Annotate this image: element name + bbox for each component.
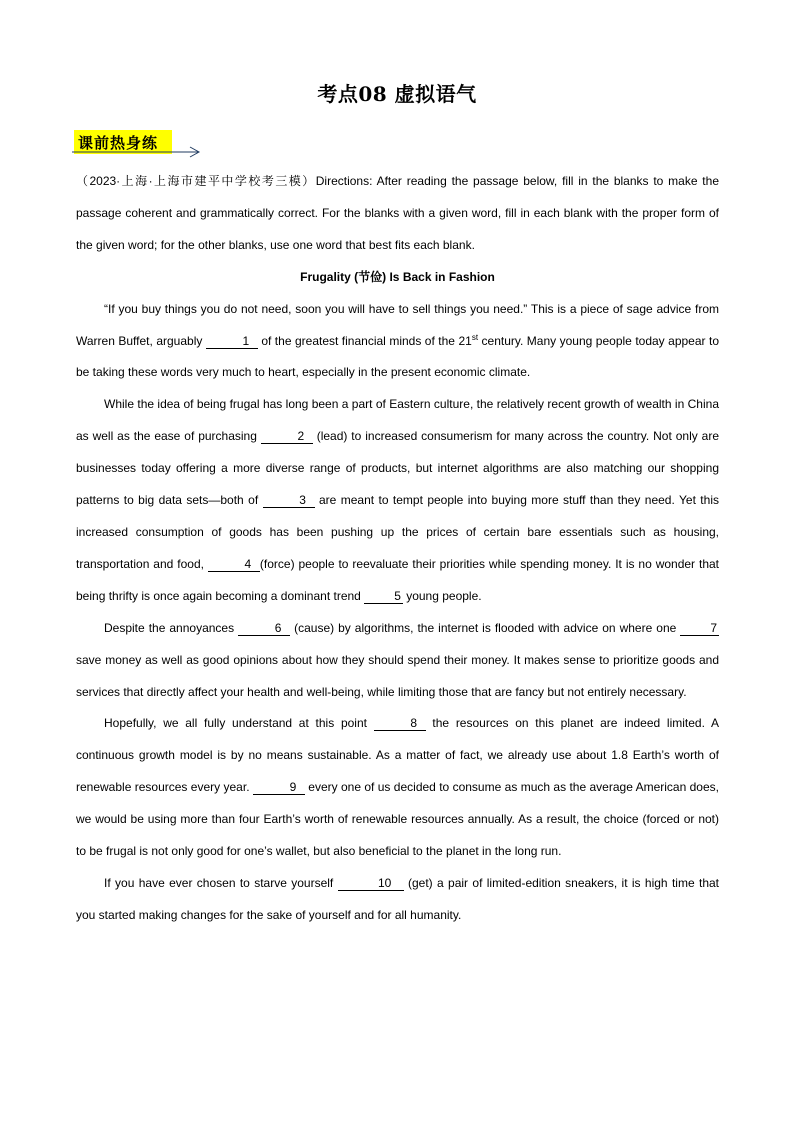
text-span: (cause) by algorithms, the internet is flooded with advice on where one: [290, 620, 681, 635]
paragraph-5: [76, 868, 719, 932]
blank-9: 9: [253, 780, 305, 795]
paragraph-3: [76, 613, 719, 709]
arrow-underline-icon: [70, 146, 204, 158]
text-span: While the idea of being frugal has long been a part of Eastern culture, the relatively recent growth of wealth in China as well as the ease of purchasing: [76, 397, 719, 444]
blank-4: 4: [208, 557, 260, 572]
paragraph-4: [76, 708, 719, 868]
section-label: 课前热身练: [78, 134, 159, 152]
blank-8: 8: [374, 716, 426, 731]
blank-3: 3: [263, 493, 315, 508]
text-span: “If you buy things you do not need, soon you will have to sell things you need.” This is a piece of sage advice from Warren Buffet, arguably: [76, 301, 719, 348]
blank-1: 1: [206, 334, 258, 349]
document-body: [76, 166, 719, 932]
text-span: every one of us decided to consume as much as the average American does, we would be using more than four Earth’s worth of renewable resources annually. As a result, the choice (forced or not) to be frugal is not only good for one’s wallet, but also beneficial to the planet in the long run.: [76, 780, 719, 859]
text-span: save money as well as good opinions about how they should spend their money. It makes sense to prioritize goods and services that directly affect your health and well-being, while limiting those that are fancy but not entirely necessary.: [76, 652, 719, 699]
blank-5: 5: [364, 589, 403, 604]
text-span: (lead) to increased consumerism for many across the country. Not only are businesses today offering a more diverse range of products, but internet algorithms are also matching our shopping patterns to big data sets—both of: [76, 429, 719, 508]
text-span: young people.: [402, 588, 482, 603]
text-span: century. Many young people today appear to be taking these words very much to heart, especially in the present economic climate.: [76, 333, 720, 380]
blank-7: 7: [680, 621, 719, 636]
passage-title: Frugality (节俭) Is Back in Fashion: [300, 269, 495, 284]
blank-6: 6: [238, 621, 290, 636]
text-span: If you have ever chosen to starve yourself: [104, 875, 338, 890]
text-span: Despite the annoyances: [104, 620, 239, 635]
superscript: st: [471, 332, 479, 342]
blank-10: 10: [338, 876, 404, 891]
text-span: (get) a pair of limited-edition sneakers, it is high time that you started making changes for the sake of yourself and for all humanity.: [76, 875, 719, 922]
page-title: 考点08 虚拟语气: [317, 82, 477, 106]
section-heading: [70, 128, 210, 164]
paragraph-2: [76, 389, 719, 612]
text-span: (force) people to reevaluate their priorities while spending money. It is no wonder that being thrifty is once again becoming a dominant trend: [76, 556, 720, 603]
text-span: the resources on this planet are indeed limited. A continuous growth model is by no means sustainable. As a matter of fact, we already use about 1.8 Earth’s worth of renewable resources every year.: [76, 716, 720, 795]
blank-2: 2: [261, 429, 313, 444]
paragraph-1: [76, 294, 719, 390]
text-span: of the greatest financial minds of the 21: [257, 333, 472, 348]
text-span: are meant to tempt people into buying more stuff than they need. Yet this increased consumption of goods has been pushing up the prices of certain bare essentials such as housing, transportation and food,: [76, 493, 719, 571]
directions-text: （2023·上海·上海市建平中学校考三模）Directions: After reading the passage below, fill in the blanks to make the passage coherent and grammatically correct. For the blanks with a given word, fill in each blank with the proper form of the given word; for the other blanks, use one word that best fits each blank.: [76, 174, 719, 252]
text-span: Hopefully, we all fully understand at this point: [104, 716, 374, 731]
